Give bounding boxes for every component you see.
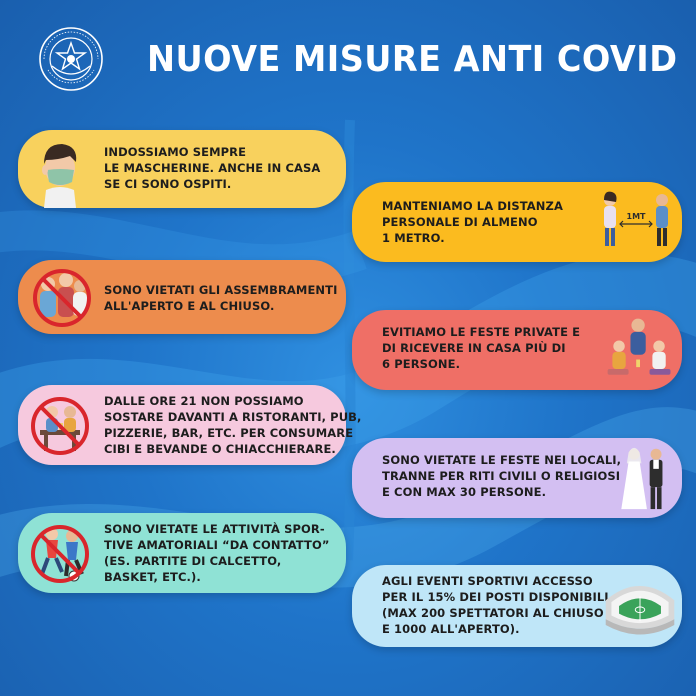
government-seal-icon [38, 26, 104, 92]
measure-card-private-parties [352, 310, 682, 390]
measure-text-contact-sports: SONO VIETATE LE ATTIVITÀ SPOR- TIVE AMATORIALI “DA CONTATTO” (ES. PARTITE DI CALCETTO, BASKET, ETC.). [104, 522, 330, 584]
measure-card-sport-events [352, 565, 682, 647]
distance-label: 1MT [626, 212, 646, 221]
measure-card-masks [18, 130, 346, 208]
crowd-forbidden-icon [26, 262, 96, 332]
measure-text-distance: MANTENIAMO LA DISTANZA PERSONALE DI ALMENO 1 METRO. [382, 199, 563, 245]
measure-text-curfew: DALLE ORE 21 NON POSSIAMO SOSTARE DAVANTI A RISTORANTI, PUB, PIZZERIE, BAR, ETC. PER CONSUMARE CIBI E BEVANDE O CHIACCHIERARE. [104, 394, 362, 456]
header [0, 0, 696, 120]
measure-text-private-parties: EVITIAMO LE FESTE PRIVATE E DI RICEVERE IN CASA PIÙ DI 6 PERSONE. [382, 325, 581, 371]
measure-text-venue-parties: SONO VIETATE LE FESTE NEI LOCALI, TRANNE PER RITI CIVILI O RELIGIOSI E CON MAX 30 PERSONE. [382, 453, 622, 499]
measure-card-distance [352, 182, 682, 262]
masked-face-icon [24, 130, 94, 208]
measure-text-sport-events: AGLI EVENTI SPORTIVI ACCESSO PER IL 15% DEI POSTI DISPONIBILI (MAX 200 SPETTATORI AL CHIUSO E 1000 ALL'APERTO). [382, 574, 609, 636]
wedding-couple-icon [614, 438, 678, 518]
stadium-icon [600, 571, 680, 639]
measure-text-gatherings: SONO VIETATI GLI ASSEMBRAMENTI ALL'APERTO E AL CHIUSO. [104, 283, 338, 313]
football-forbidden-icon [26, 518, 96, 588]
measure-card-venue-parties [352, 438, 682, 518]
measure-card-gatherings [18, 260, 346, 334]
page-title: NUOVE MISURE ANTI COVID [147, 39, 678, 80]
measure-card-contact-sports [18, 513, 346, 593]
bar-forbidden-icon [26, 390, 96, 460]
friends-at-home-icon [600, 312, 680, 388]
measure-card-curfew [18, 385, 362, 465]
measure-text-masks: INDOSSIAMO SEMPRE LE MASCHERINE. ANCHE IN CASA SE CI SONO OSPITI. [104, 145, 321, 191]
distance-people-icon [596, 186, 680, 256]
